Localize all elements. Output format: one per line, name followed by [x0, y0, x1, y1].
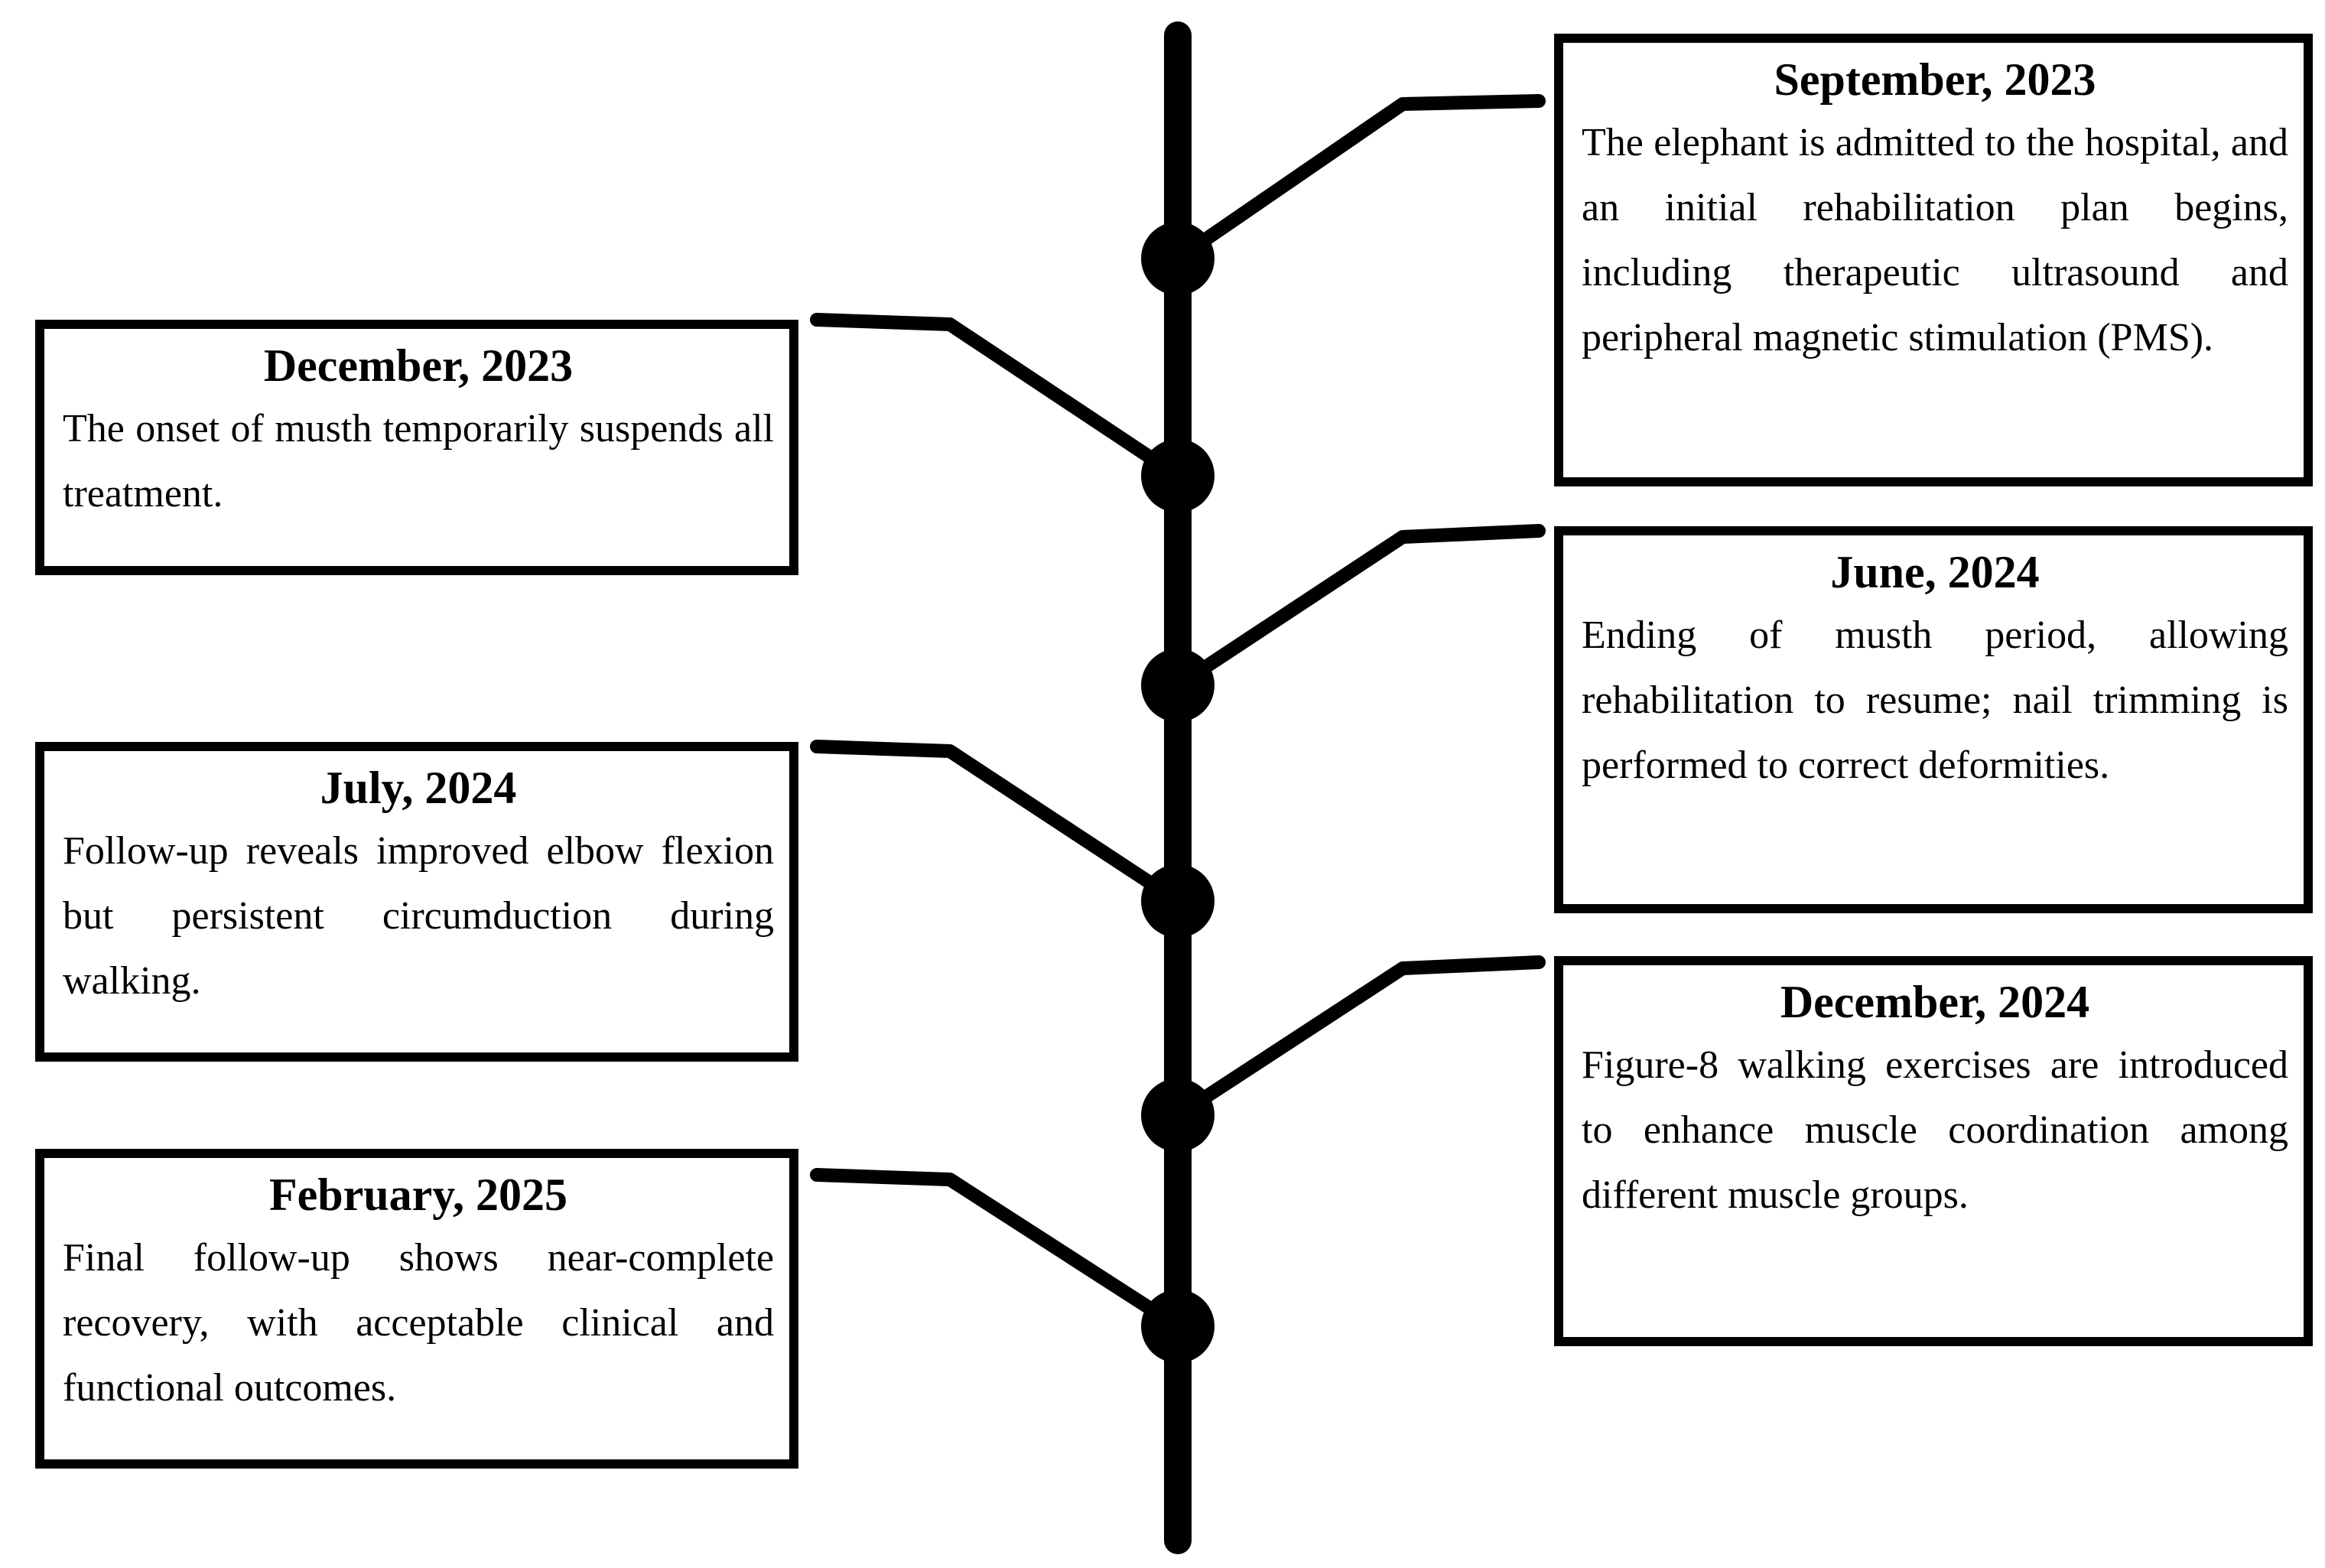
event-date: July, 2024 [320, 763, 517, 813]
connector-dec-2023 [817, 320, 1178, 476]
event-description: The elephant is admitted to the hospital, and an initial rehabilitation plan begins, including therapeutic ultrasound and peripheral magnetic stimulation (PMS). [1582, 121, 2288, 359]
event-box-dec-2024 [1554, 956, 2313, 1346]
event-description: Follow-up reveals improved elbow flexion but persistent circumduction during walking. [63, 829, 774, 1003]
event-description: Final follow-up shows near-complete recovery, with acceptable clinical and functional outcomes. [63, 1236, 774, 1410]
timeline-node-dec-2024 [1141, 1078, 1215, 1152]
event-date: December, 2023 [263, 340, 574, 391]
event-box-dec-2023 [35, 320, 798, 575]
event-box-sep-2023 [1554, 34, 2313, 486]
connector-feb-2025 [817, 1175, 1178, 1326]
event-date: February, 2025 [269, 1169, 567, 1220]
event-box-jun-2024 [1554, 526, 2313, 913]
timeline-node-sep-2023 [1141, 222, 1215, 295]
timeline-node-jun-2024 [1141, 649, 1215, 722]
event-date: December, 2024 [1780, 977, 2090, 1027]
timeline-node-jul-2024 [1141, 864, 1215, 938]
timeline-node-feb-2025 [1141, 1290, 1215, 1363]
connector-jun-2024 [1178, 531, 1539, 685]
timeline-node-dec-2023 [1141, 439, 1215, 512]
event-box-feb-2025 [35, 1149, 798, 1469]
event-description: The onset of musth temporarily suspends all treatment. [63, 407, 774, 516]
connector-dec-2024 [1178, 962, 1539, 1115]
event-description: Figure-8 walking exercises are introduced to enhance muscle coordination among different muscle groups. [1582, 1043, 2288, 1217]
event-date: June, 2024 [1830, 547, 2040, 597]
connector-jul-2024 [817, 747, 1178, 901]
event-date: September, 2023 [1774, 54, 2096, 105]
connector-sep-2023 [1178, 101, 1539, 259]
event-description: Ending of musth period, allowing rehabilitation to resume; nail trimming is performed to correct deformities. [1582, 613, 2288, 787]
event-box-jul-2024 [35, 742, 798, 1062]
